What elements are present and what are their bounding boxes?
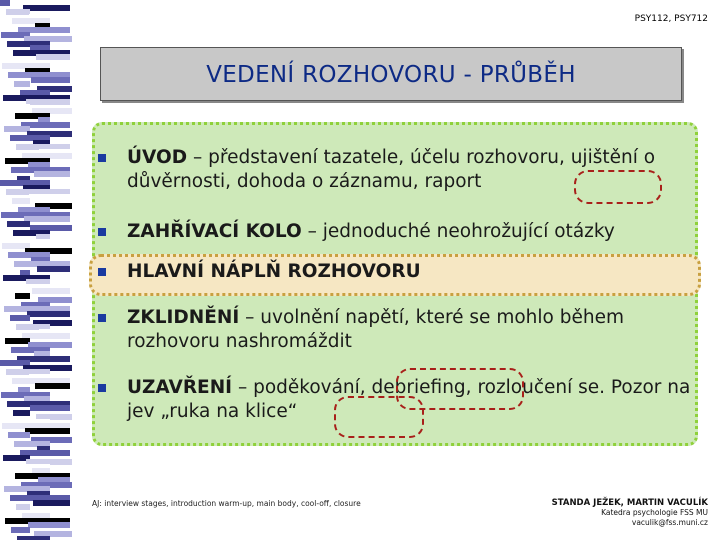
item-description: – poděkování, debriefing, rozloučení se. Pozor na jev „ruka na klice“ [127,377,691,422]
square-bullet-icon [98,384,106,392]
english-terms-note: AJ: interview stages, introduction warm-up, main body, cool-off, closure [92,499,361,508]
decorative-stripe [35,383,70,389]
decorative-stripe [14,81,30,87]
decorative-stripe [16,504,30,510]
course-codes: PSY112, PSY712 [634,14,708,24]
decorative-stripe [26,99,70,105]
decorative-stripe [5,338,30,344]
item-description: – uvolnění napětí, které se mohlo během rozhovoru nashromáždit [127,307,624,352]
square-bullet-icon [98,268,106,276]
item-term: UZAVŘENÍ [127,377,233,398]
decorative-stripe [34,171,70,177]
square-bullet-icon [98,228,106,236]
decorative-stripe [7,221,30,227]
decorative-stripe [12,198,30,204]
list-item-cool-off [98,306,688,354]
raport-highlight-ring [574,170,662,204]
item-term: ZKLIDNĚNÍ [127,307,240,328]
decorative-stripe [25,428,70,434]
decorative-stripe [0,0,10,6]
author-names: STANDA JEŽEK, MARTIN VACULÍK [551,498,708,508]
email: vaculik@fss.muni.cz [631,518,708,527]
decorative-stripe [37,266,70,272]
decorative-stripe [6,9,30,15]
decorative-stripe [29,194,70,200]
decorative-stripe-bar [0,0,72,540]
decorative-stripe [27,311,70,317]
decorative-stripe [33,500,70,506]
title-banner [100,47,682,101]
decorative-stripe [17,536,50,540]
ruka-na-klice-highlight-ring [334,396,424,438]
decorative-stripe [30,405,70,411]
list-item-text [127,220,688,244]
list-item-main-body [98,260,688,284]
decorative-stripe [31,77,70,83]
decorative-stripe [32,288,70,294]
decorative-stripe [24,216,70,222]
decorative-stripe [13,410,30,416]
decorative-stripe [36,54,70,60]
department: Katedra psychologie FSS MU [601,508,708,517]
decorative-stripe [9,104,30,110]
decorative-stripe [23,5,70,11]
decorative-stripe [28,522,70,528]
square-bullet-icon [98,314,106,322]
list-item-text [127,306,688,354]
list-item-text [127,260,688,284]
author-block [552,498,708,528]
item-term: HLAVNÍ NÁPLŇ ROZHOVORU [127,261,421,282]
decorative-stripe [8,432,30,438]
item-description: – jednoduché neohrožující otázky [301,221,615,242]
list-item-warmup [98,220,688,244]
square-bullet-icon [98,154,106,162]
decorative-stripe [10,315,30,321]
item-term: ZAHŘÍVACÍ KOLO [127,221,302,242]
item-term: ÚVOD [127,147,188,168]
slide-title: VEDENÍ ROZHOVORU - PRŮBĚH [206,62,576,88]
decorative-stripe [15,293,30,299]
decorative-stripe [11,527,30,533]
item-description: – představení tazatele, účelu rozhovoru, ujištění o důvěrnosti, dohoda o záznamu, raport [127,147,656,192]
